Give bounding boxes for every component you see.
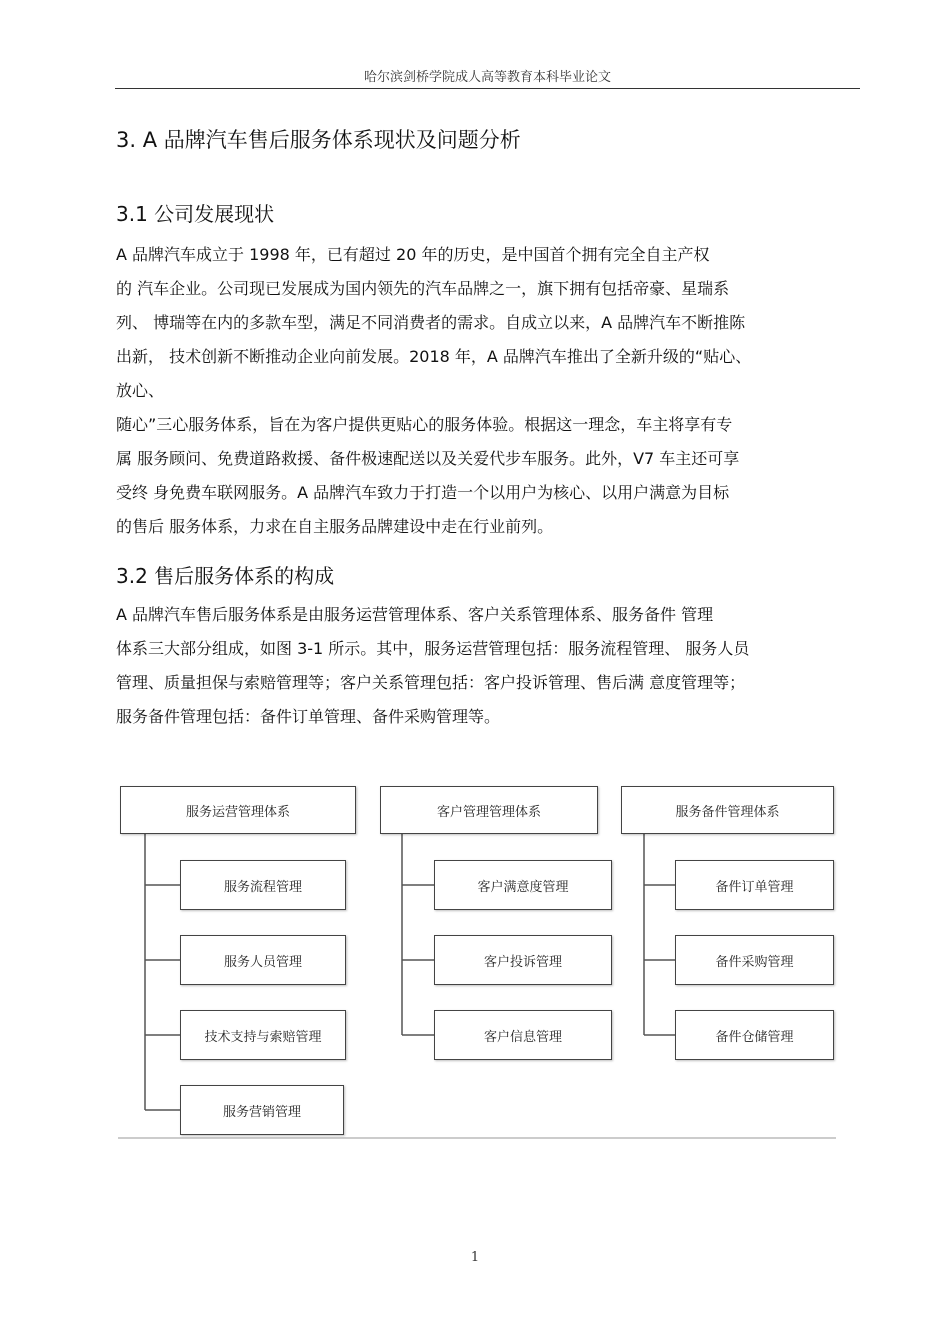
running-header: 哈尔滨剑桥学院成人高等教育本科毕业论文 (363, 70, 611, 85)
paragraph-line: 出新， 技术创新不断推动企业向前发展。2018 年，A 品牌汽车推出了全新升级的“贴心、 (116, 347, 752, 366)
page-number: 1 (470, 1250, 480, 1265)
paragraph-3-2 (116, 598, 866, 734)
item-box: 客户投诉管理 (434, 935, 612, 985)
subsection-title-3-2: 3.2 售后服务体系的构成 (116, 564, 335, 588)
paragraph-line: 随心”三心服务体系，旨在为客户提供更贴心的服务体验。根据这一理念，车主将享有专 (116, 415, 733, 434)
group-box-spare-parts: 服务备件管理体系 (621, 786, 834, 834)
item-box: 技术支持与索赔管理 (180, 1010, 346, 1060)
paragraph-line: 管理、质量担保与索赔管理等；客户关系管理包括：客户投诉管理、售后满 意度管理等； (116, 673, 746, 692)
item-box: 服务流程管理 (180, 860, 346, 910)
item-box: 备件订单管理 (675, 860, 834, 910)
paragraph-line: 的售后 服务体系，力求在自主服务品牌建设中走在行业前列。 (116, 517, 554, 536)
section-title: 3. A 品牌汽车售后服务体系现状及问题分析 (116, 128, 521, 152)
service-system-diagram (118, 782, 838, 1142)
item-box: 备件仓储管理 (675, 1010, 834, 1060)
paragraph-line: 的 汽车企业。公司现已发展成为国内领先的汽车品牌之一，旗下拥有包括帝豪、星瑞系 (116, 279, 730, 298)
paragraph-line: 受终 身免费车联网服务。A 品牌汽车致力于打造一个以用户为核心、以用户满意为目标 (116, 483, 730, 502)
paragraph-3-1 (116, 238, 866, 544)
paragraph-line: A 品牌汽车成立于 1998 年，已有超过 20 年的历史，是中国首个拥有完全自主产权 (116, 245, 710, 264)
item-box: 服务人员管理 (180, 935, 346, 985)
item-box: 备件采购管理 (675, 935, 834, 985)
paragraph-line: 列、 博瑞等在内的多款车型，满足不同消费者的需求。自成立以来，A 品牌汽车不断推陈 (116, 313, 746, 332)
subsection-title-3-1: 3.1 公司发展现状 (116, 202, 275, 226)
item-box: 客户满意度管理 (434, 860, 612, 910)
item-box: 服务营销管理 (180, 1085, 344, 1135)
item-box: 客户信息管理 (434, 1010, 612, 1060)
paragraph-line: A 品牌汽车售后服务体系是由服务运营管理体系、客户关系管理体系、服务备件 管理 (116, 605, 714, 624)
paragraph-line: 属 服务顾问、免费道路救援、备件极速配送以及关爱代步车服务。此外，V7 车主还可享 (116, 449, 740, 468)
paragraph-line: 服务备件管理包括：备件订单管理、备件采购管理等。 (116, 707, 501, 726)
paragraph-line: 体系三大部分组成，如图 3-1 所示。其中，服务运营管理包括：服务流程管理、 服务人员 (116, 639, 750, 658)
group-box-service-operations: 服务运营管理体系 (120, 786, 356, 834)
header-rule (115, 88, 860, 89)
group-box-customer-management: 客户管理管理体系 (380, 786, 598, 834)
paragraph-line: 放心、 (116, 381, 165, 400)
